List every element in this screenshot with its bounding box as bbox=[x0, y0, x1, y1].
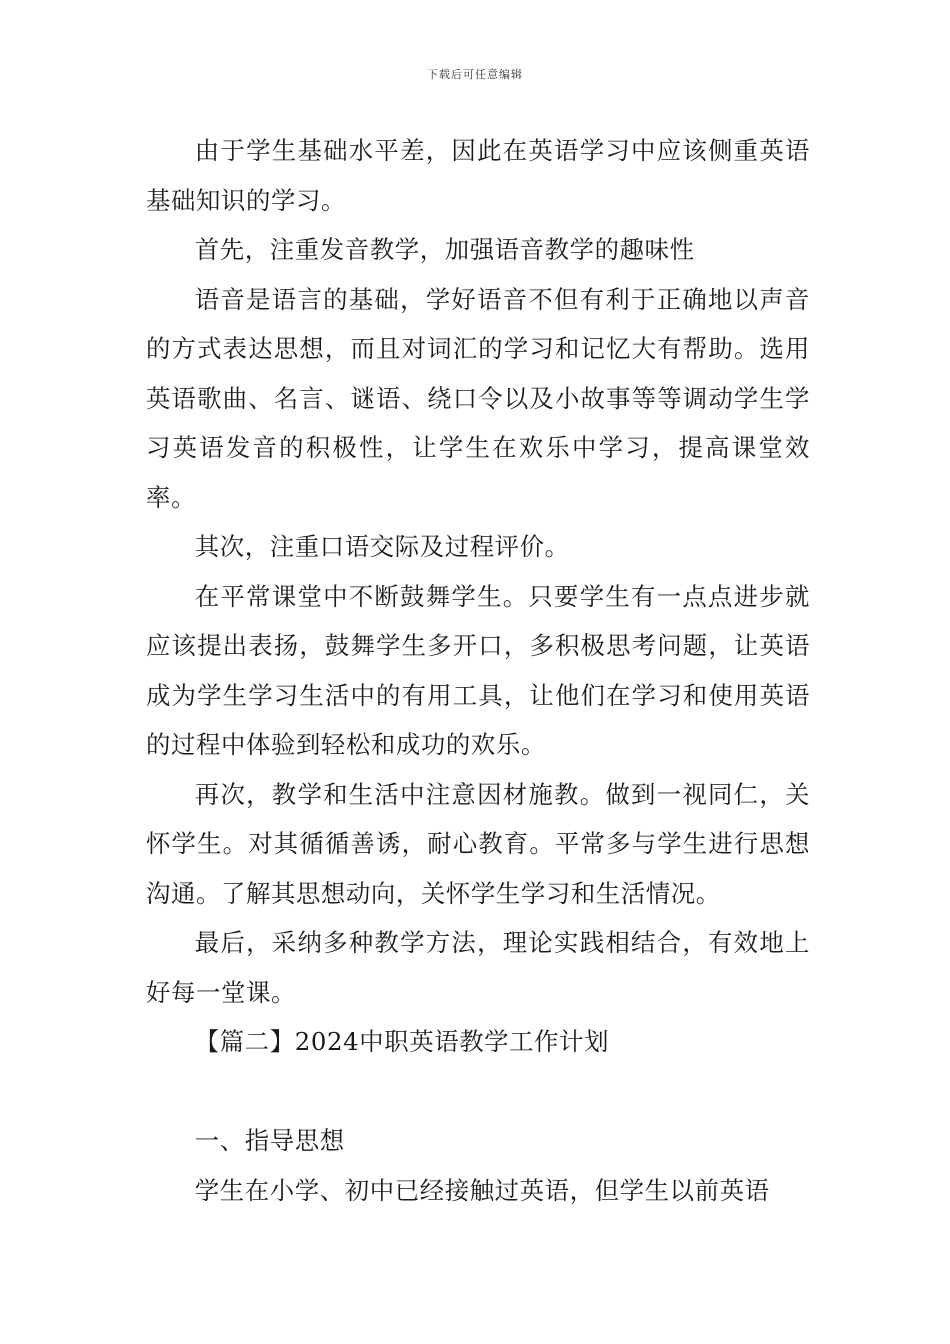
section-title-part-two: 【篇二】2024中职英语教学工作计划 bbox=[194, 1027, 610, 1056]
paragraph-third-point: 再次，教学和生活中注意因材施教。做到一视同仁，关怀学生。对其循循善诱，耐心教育。平常多与学生进行思想沟通。了解其思想动向，关怀学生学习和生活情况。 bbox=[146, 779, 810, 908]
paragraph-intro: 由于学生基础水平差，因此在英语学习中应该侧重英语基础知识的学习。 bbox=[146, 136, 810, 215]
section-heading-guiding-ideology: 一、指导思想 bbox=[194, 1126, 345, 1155]
paragraph-final-point: 最后，采纳多种教学方法，理论实践相结合，有效地上好每一堂课。 bbox=[146, 928, 810, 1007]
paragraph-encouragement: 在平常课堂中不断鼓舞学生。只要学生有一点点进步就应该提出表扬，鼓舞学生多开口，多积极思考问题，让英语成为学生学习生活中的有用工具，让他们在学习和使用英语的过程中体验到轻松和成功的欢乐。 bbox=[146, 581, 810, 759]
document-body bbox=[146, 126, 810, 1215]
paragraph-second-point: 其次，注重口语交际及过程评价。 bbox=[194, 532, 570, 561]
page-header-note: 下载后可任意编辑 bbox=[427, 68, 523, 81]
paragraph-first-point: 首先，注重发音教学，加强语音教学的趣味性 bbox=[194, 235, 695, 264]
paragraph-students-background: 学生在小学、初中已经接触过英语，但学生以前英语 bbox=[194, 1175, 770, 1205]
paragraph-pronunciation: 语音是语言的基础，学好语音不但有利于正确地以声音的方式表达思想，而且对词汇的学习和记忆大有帮助。选用英语歌曲、名言、谜语、绕口令以及小故事等等调动学生学习英语发音的积极性，让学生在欢乐中学习，提高课堂效率。 bbox=[146, 284, 810, 512]
